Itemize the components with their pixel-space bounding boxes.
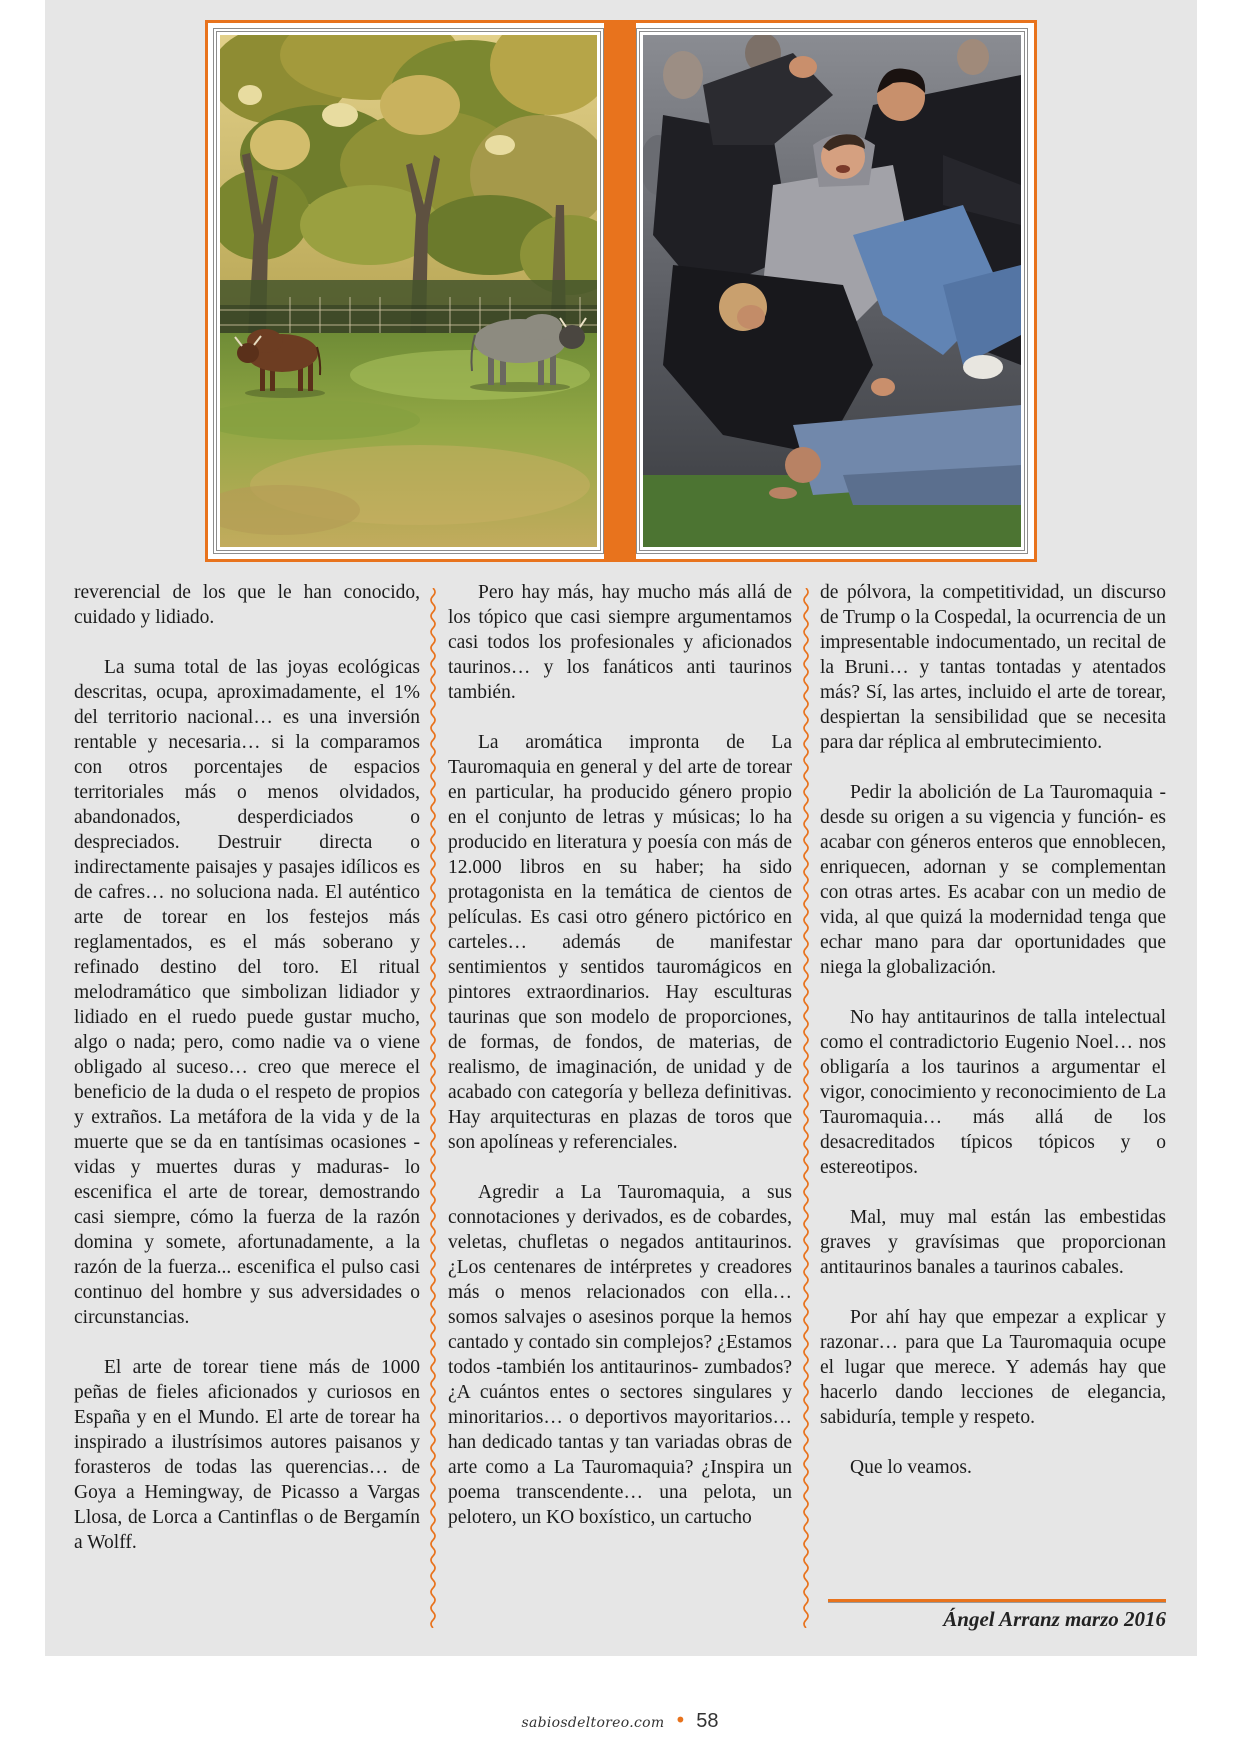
left-photo-box — [213, 28, 604, 554]
paragraph: de pólvora, la competitividad, un discurso de Trump o la Cospedal, la ocurrencia de un impresentable indocumentado, un recital de la Bruni… y tantas tontadas y atentados más? Sí, las artes, incluido el arte de torear, despiertan la sensibilidad que se necesita para dar réplica al embrutecimiento. — [820, 582, 1166, 753]
paragraph: Agredir a La Tauromaquia, a sus connotaciones y derivados, es de cobardes, veletas, chufletas o negados antitaurinos. ¿Los centenares de intérpretes y creadores más o menos relacionados con ella… somos salvajes o asesinos porque la hemos cantado y contado sin complejos? ¿Estamos todos -también los antitaurinos- zumbados? ¿A cuántos entes o sectores singulares y minoritarios… o deportivos mayoritarios… han dedicado tantas y tan variadas obras de arte como a La Tauromaquia? ¿Inspira un poema transcendente… una pelota, un pelotero, un KO boxístico, un cartucho — [448, 1182, 792, 1528]
paragraph: Que lo veamos. — [850, 1457, 972, 1478]
paragraph: Pedir la abolición de La Tauromaquia -desde su origen a su vigencia y función- es acabar con géneros enteros que ennoblecen, enriquecen, adornan y se complementan con otras artes. Es acabar con un medio de vida, al que quizá la modernidad tenga que echar mano para dar oportunidades que niega la globalización. — [820, 782, 1166, 978]
paragraph: La aromática impronta de La Tauromaquia en general y del arte de torear en particular, ha producido género propio en el conjunto de letras y músicas; lo ha producido en literatura y poesía con más de 12.000 libros en su haber; ha sido protagonista en la temática de cientos de películas. Es casi otro género pictórico en carteles… además de manifestar sentimientos y sentidos tauromágicos en pintores extraordinarios. Hay esculturas taurinas que son modelo de proporciones, de formas, de fondos, de materias, de realismo, de imaginación, de unidad y de acabado con categoría y belleza definitivas. Hay arquitecturas en plazas de toros que son apolíneas y referenciales. — [448, 732, 792, 1153]
signature-rule — [828, 1599, 1166, 1603]
footer-bullet: • — [674, 1708, 687, 1732]
paragraph: El arte de torear tiene más de 1000 peñas de fieles aficionados y curiosos en España y en el Mundo. El arte de torear ha inspirado a ilustrísimos autores paisanos y forasteros de todas las querencias… de Goya a Hemingway, de Picasso a Vargas Llosa, de Lorca a Cantinflas o de Bergamín a Wolff. — [74, 1357, 420, 1553]
right-photo-box — [636, 28, 1028, 554]
wavy-divider-line — [804, 588, 808, 1628]
paragraph: Mal, muy mal están las embestidas graves y gravísimas que proporcionan antitaurinos banales a taurinos cabales. — [820, 1207, 1166, 1278]
text-column-3 — [820, 580, 1166, 1480]
text-column-1 — [74, 580, 420, 1555]
paragraph: No hay antitaurinos de talla intelectual como el contradictorio Eugenio Noel… nos obligaría a los taurinos a argumentar el vigor, conocimiento y reconocimiento de La Tauromaquia… más allá de los desacreditados típicos tópicos y o estereotipos. — [820, 1007, 1166, 1178]
wavy-column-divider — [800, 588, 812, 1628]
author-signature: Ángel Arranz marzo 2016 — [943, 1607, 1166, 1631]
paragraph: reverencial de los que le han conocido, cuidado y lidiado. — [74, 582, 420, 628]
bulls-pasture-photo — [220, 35, 597, 547]
paragraph: Por ahí hay que empezar a explicar y razonar… para que La Tauromaquia ocupe el lugar que merece. Y además hay que hacerlo dando lecciones de elegancia, sabiduría, temple y respeto. — [820, 1307, 1166, 1428]
brawl-photo — [643, 35, 1021, 547]
wavy-column-divider — [427, 588, 439, 1628]
page-number: 58 — [696, 1710, 719, 1732]
paragraph: La suma total de las joyas ecológicas descritas, ocupa, aproximadamente, el 1% del territorio nacional… es una inversión rentable y necesaria… si la comparamos con otros porcentajes de espacios territoriales más o menos olvidados, abandonados, desperdiciados o despreciados. Destruir directa o indirectamente paisajes y pasajes idílicos es de cafres… no soluciona nada. El auténtico arte de torear en los festejos más reglamentados, es el más soberano y refinado destino del toro. El ritual melodramático que simbolizan lidiador y lidiado en el ruedo puede gustar mucho, algo o nada; pero, como nadie va o viene obligado al suceso… creo que merece el beneficio de la duda o el respeto de propios y extraños. La metáfora de la vida y de la muerte que se da en tantísimas ocasiones -vidas y muertes duras y maduras- lo escenifica el arte de torear, demostrando casi siempre, cómo la fuerza de la razón domina y somete, afortunadamente, a la razón de la fuerza... escenifica el pulso casi continuo del hombre y sus adversidades o circunstancias. — [74, 657, 420, 1328]
wavy-divider-line — [431, 588, 435, 1628]
orange-center-bar — [604, 20, 636, 562]
site-name[interactable]: sabiosdeltoreo.com — [521, 1715, 665, 1731]
text-column-2 — [448, 580, 792, 1530]
page-footer — [0, 1708, 1240, 1733]
paragraph: Pero hay más, hay mucho más allá de los tópico que casi siempre argumentamos casi todos los profesionales y aficionados taurinos… y los fanáticos anti taurinos también. — [448, 582, 792, 703]
